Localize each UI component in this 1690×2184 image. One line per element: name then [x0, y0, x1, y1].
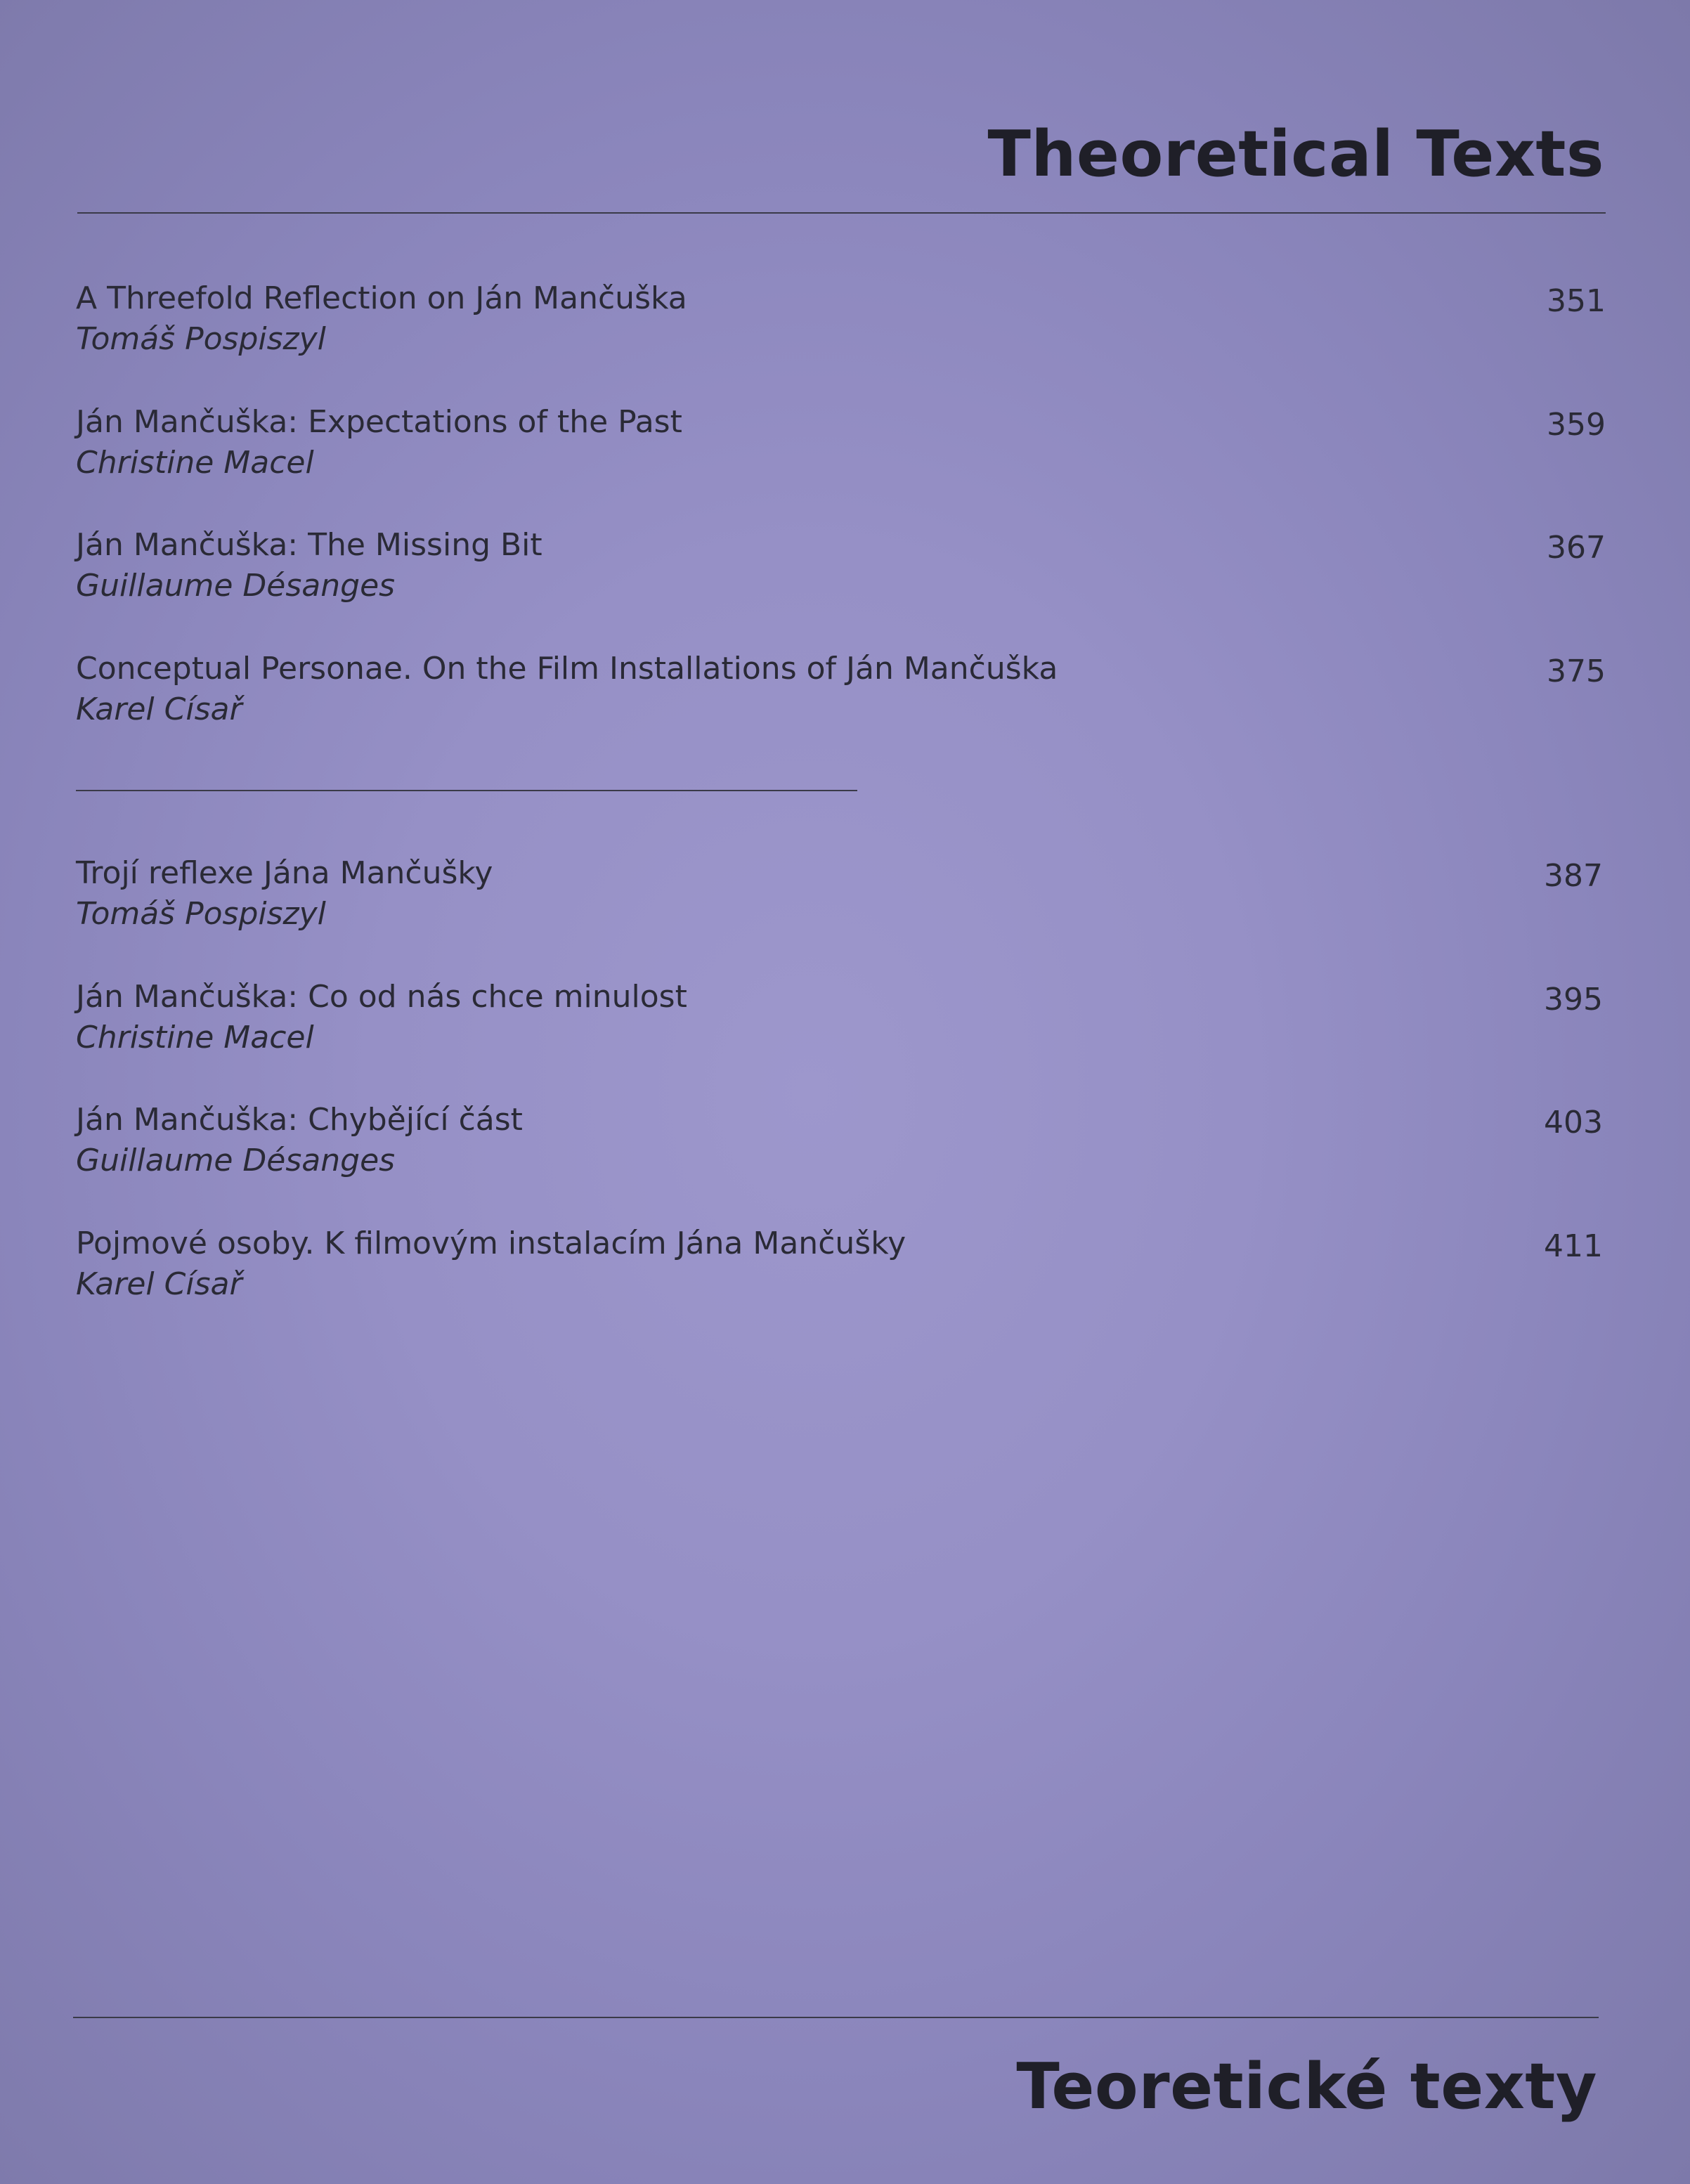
language-divider	[76, 790, 857, 791]
entry-title: A Threefold Reflection on Ján Mančuška	[76, 280, 687, 316]
entry-title: Conceptual Personae. On the Film Installations of Ján Mančuška	[76, 651, 1058, 687]
toc-entry[interactable]	[76, 1100, 1606, 1181]
entry-author: Christine Macel	[76, 1020, 314, 1055]
toc-entry[interactable]	[76, 649, 1606, 730]
entry-page-number: 359	[1547, 407, 1606, 443]
entry-page-number: 351	[1547, 283, 1606, 319]
entry-page-number: 411	[1544, 1228, 1603, 1264]
entry-page-number: 367	[1547, 530, 1606, 566]
entry-page-number: 403	[1544, 1105, 1603, 1140]
entry-author: Karel Císař	[76, 691, 242, 727]
toc-entry[interactable]	[76, 977, 1606, 1058]
heading-divider-bottom	[73, 2017, 1599, 2018]
toc-entry[interactable]	[76, 278, 1606, 360]
section-heading-czech: Teoretické texty	[1016, 2050, 1597, 2124]
toc-entry[interactable]	[76, 853, 1606, 935]
entry-page-number: 395	[1544, 982, 1603, 1018]
entry-author: Tomáš Pospiszyl	[76, 321, 326, 357]
entry-author: Guillaume Désanges	[76, 1143, 396, 1178]
toc-entry[interactable]	[76, 1223, 1606, 1305]
entry-title: Ján Mančuška: Chybějící část	[76, 1102, 523, 1138]
heading-divider-top	[77, 212, 1606, 214]
entry-title: Trojí reflexe Jána Mančušky	[76, 855, 493, 891]
section-heading-english: Theoretical Texts	[987, 117, 1604, 191]
entry-title: Ján Mančuška: Expectations of the Past	[76, 404, 682, 440]
entry-author: Tomáš Pospiszyl	[76, 896, 326, 932]
entry-author: Karel Císař	[76, 1266, 242, 1302]
entry-title: Pojmové osoby. K filmovým instalacím Jána Mančušky	[76, 1226, 906, 1261]
entry-page-number: 387	[1544, 858, 1603, 894]
toc-entry[interactable]	[76, 525, 1606, 606]
entry-author: Guillaume Désanges	[76, 568, 396, 604]
entry-page-number: 375	[1547, 654, 1606, 689]
entry-title: Ján Mančuška: Co od nás chce minulost	[76, 979, 687, 1015]
toc-entry[interactable]	[76, 402, 1606, 483]
entry-author: Christine Macel	[76, 445, 314, 481]
entry-title: Ján Mančuška: The Missing Bit	[76, 527, 542, 563]
